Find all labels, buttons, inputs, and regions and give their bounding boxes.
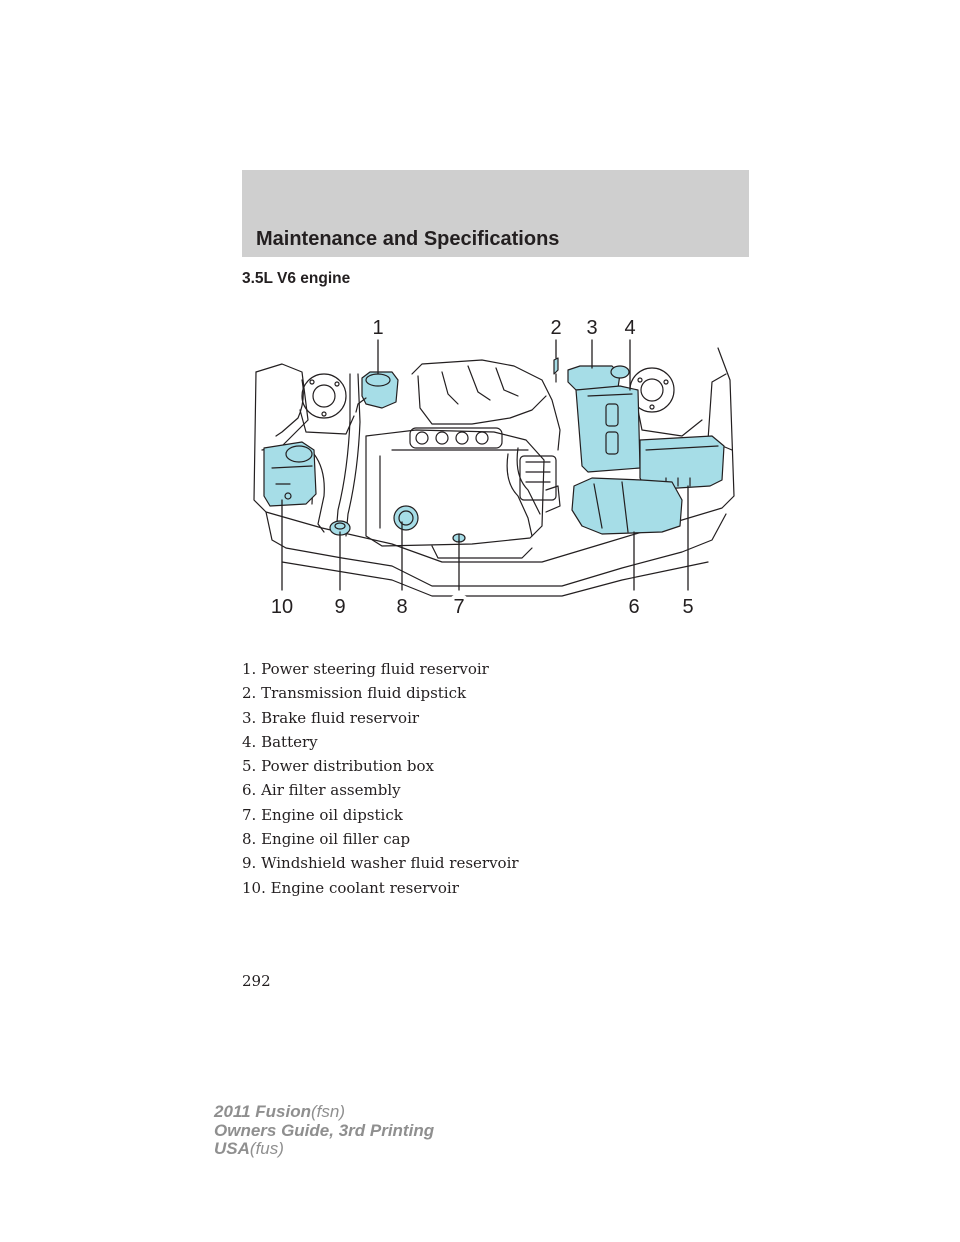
component-legend (242, 657, 519, 900)
page-number: 292 (242, 972, 271, 990)
transmission-dipstick (554, 358, 558, 382)
footer-market-code: (fus) (249, 1139, 284, 1158)
callout-2 (544, 315, 568, 339)
engine-intake (410, 360, 560, 450)
document-footer (214, 1103, 434, 1159)
callout-8 (390, 594, 414, 618)
legend-item: 7. Engine oil dipstick (242, 805, 403, 824)
svg-text:3: 3 (586, 317, 598, 339)
legend-item: 8. Engine oil filler cap (242, 830, 411, 849)
engine-heading: 3.5L V6 engine (242, 270, 351, 287)
svg-text:7: 7 (453, 596, 465, 618)
callout-9 (328, 594, 352, 618)
harness-block (520, 456, 556, 500)
battery (576, 386, 640, 472)
power-steering-reservoir (356, 372, 398, 412)
footer-guide-line (214, 1122, 434, 1141)
svg-text:1: 1 (372, 317, 384, 339)
callout-10 (268, 592, 296, 620)
section-title: Maintenance and Specifications (256, 228, 560, 250)
callout-1 (366, 315, 390, 339)
footer-model: 2011 Fusion (214, 1102, 311, 1121)
svg-text:5: 5 (682, 596, 694, 618)
svg-text:2: 2 (550, 317, 562, 339)
callout-6 (622, 594, 646, 618)
hoses (302, 374, 560, 536)
right-strut-tower (630, 368, 702, 436)
footer-market-line (214, 1140, 434, 1159)
svg-text:8: 8 (396, 596, 408, 618)
svg-text:4: 4 (624, 317, 636, 339)
legend-item: 5. Power distribution box (242, 757, 434, 776)
footer-model-code: (fsn) (311, 1102, 345, 1121)
svg-text:10: 10 (270, 596, 294, 618)
left-strut-tower (300, 374, 354, 434)
legend-item: 1. Power steering fluid reservoir (242, 660, 489, 678)
callout-3 (580, 315, 604, 339)
footer-guide: Owners Guide, 3rd Printing (214, 1120, 435, 1140)
coolant-reservoir (264, 442, 316, 506)
footer-market: USA (214, 1139, 250, 1158)
legend-item: 2. Transmission fluid dipstick (242, 684, 467, 703)
legend-item: 3. Brake fluid reservoir (242, 708, 420, 727)
callout-5 (676, 594, 700, 618)
svg-text:6: 6 (628, 596, 640, 618)
engine-compartment-diagram (242, 300, 749, 630)
section-header-band (242, 170, 749, 257)
air-filter-assembly (572, 478, 682, 534)
footer-model-line (214, 1103, 434, 1122)
legend-item: 4. Battery (242, 732, 318, 751)
legend-item: 6. Air filter assembly (242, 781, 401, 800)
legend-item: 9. Windshield washer fluid reservoir (242, 854, 519, 873)
svg-text:9: 9 (334, 596, 346, 618)
legend-item: 10. Engine coolant reservoir (242, 878, 459, 897)
callout-4 (618, 315, 642, 339)
oil-filler-cap (394, 506, 418, 530)
callout-7 (447, 594, 471, 618)
